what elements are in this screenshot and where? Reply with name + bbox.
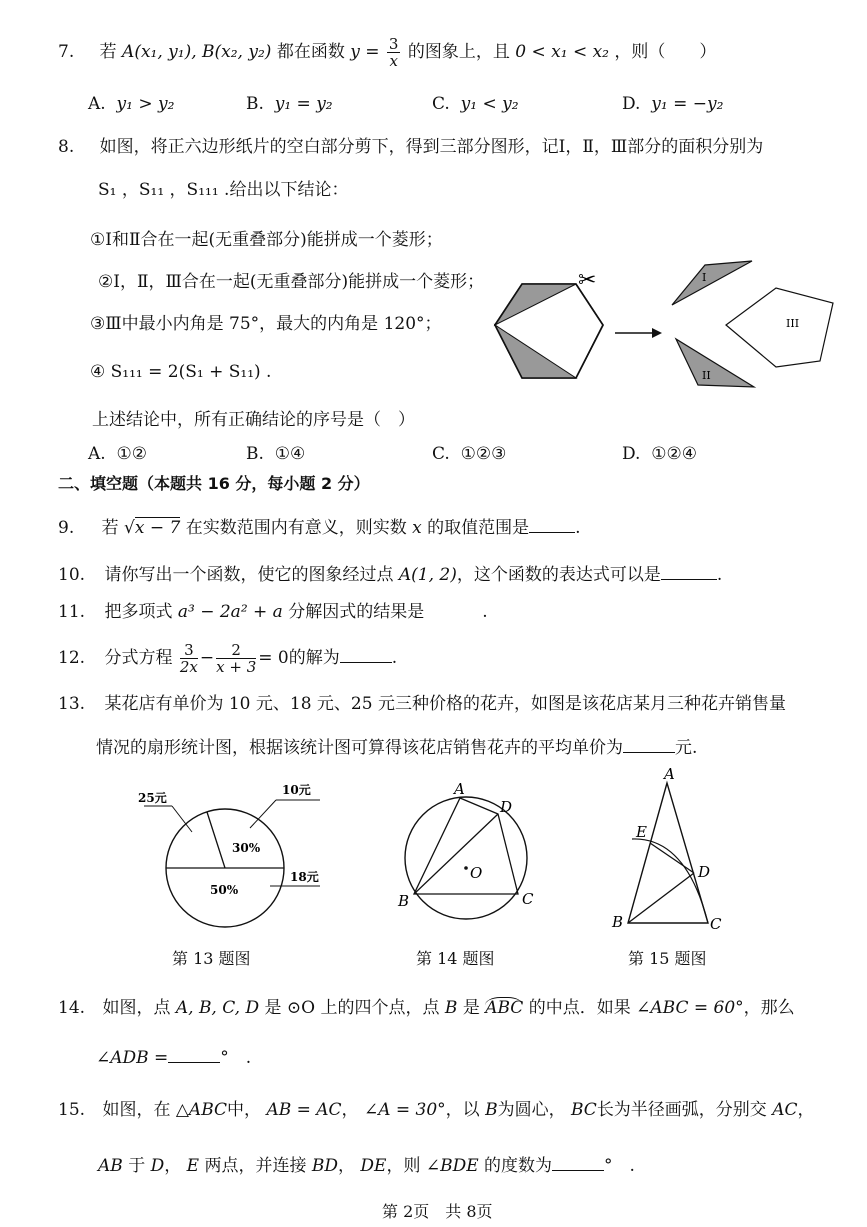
label-30-percent: 30% [232, 841, 261, 855]
q7-fraction: $\frac{3}{x}$ [388, 35, 399, 70]
q8-conclusion-1: ①Ⅰ和Ⅱ合在一起(无重叠部分)能拼成一个菱形； [90, 230, 443, 250]
q8-question: 上述结论中，所有正确结论的序号是（ ） [92, 410, 415, 430]
label-I: I [702, 271, 707, 284]
answer-blank[interactable] [340, 648, 392, 663]
answer-blank[interactable] [552, 1156, 604, 1171]
label-III: III [786, 317, 800, 330]
question-number: 9. [58, 518, 75, 538]
question-number: 14. [58, 998, 86, 1018]
q7-text: 的图象上，且 [407, 42, 510, 62]
question-number: 13. [58, 694, 86, 714]
point-A: A [664, 765, 675, 783]
question-11: 11. 把多项式 a³ − 2a² + a 分解因式的结果是 . [58, 602, 488, 622]
q8-option-b: B. ①④ [246, 444, 306, 464]
figure-caption: 第 15 题图 [628, 949, 707, 968]
point-C: C [522, 890, 534, 908]
q8-conclusion-3: ③Ⅲ中最小内角是 75°，最大的内角是 120°； [90, 314, 442, 334]
arc-ABC: ABC [485, 998, 524, 1018]
label-50-percent: 50% [210, 883, 239, 897]
q8-line1: 如图，将正六边形纸片的空白部分剪下，得到三部分图形，记Ⅰ，Ⅱ，Ⅲ部分的面积分别为 [99, 137, 764, 157]
q8-line2: S₁ ，S₁₁ ，S₁₁₁ .给出以下结论： [98, 180, 349, 200]
question-14: 14. 如图，点 A, B, C, D 是 ⊙O 上的四个点，点 B 是 ABC 的中点．如果 ∠ABC = 60°，那么 [58, 998, 795, 1018]
answer-blank[interactable] [661, 565, 717, 580]
question-number: 10. [58, 565, 86, 585]
point-A: A [454, 780, 465, 798]
q8-conclusion-2: ②Ⅰ，Ⅱ，Ⅲ合在一起(无重叠部分)能拼成一个菱形； [98, 272, 485, 292]
figure-caption: 第 13 题图 [172, 949, 251, 968]
question-number: 15. [58, 1100, 86, 1120]
q8-option-d: D. ①②④ [622, 444, 697, 464]
q8-option-c: C. ①②③ [432, 444, 507, 464]
q7-option-c: C. y₁ < y₂ [432, 94, 519, 114]
scissors-icon: ✂ [578, 268, 597, 293]
question-12: 12. 分式方程 $\frac{3}{2x}$ − $\frac{2}{x + 3}$ = 0的解为 . [58, 641, 398, 676]
q7-points: A(x₁, y₁), B(x₂, y₂) [122, 42, 272, 62]
piece-I [672, 261, 752, 305]
section-title: 二、填空题（本题共 16 分，每小题 2 分） [58, 474, 370, 493]
label-10-yuan: 10元 [282, 783, 311, 797]
q13-line2: 情况的扇形统计图，根据该统计图可算得该花店销售花卉的平均单价为 元. [96, 738, 698, 758]
answer-blank[interactable] [529, 518, 575, 533]
question-13: 13. 某花店有单价为 10 元、18 元、25 元三种价格的花卉，如图是该花店某月三种花卉销售量 [58, 694, 786, 714]
point-E: E [636, 823, 647, 841]
answer-blank[interactable] [623, 738, 675, 753]
question-8 [58, 135, 763, 159]
question-number: 7. [58, 42, 75, 62]
hexagon-figure [490, 255, 840, 395]
point-C: C [710, 915, 722, 933]
q14-line2: ∠ADB = ° . [96, 1048, 252, 1068]
piece-II [676, 339, 754, 387]
q7-text: 若 [99, 42, 117, 62]
q8-option-a: A. ①② [88, 444, 147, 464]
q8-conclusion-4: ④ S₁₁₁ = 2(S₁ + S₁₁) . [90, 362, 272, 382]
piece-III [726, 288, 833, 367]
question-7 [58, 36, 716, 69]
question-number: 11. [58, 602, 86, 622]
q7-option-a: A. y₁ > y₂ [88, 94, 175, 114]
point-O: O [470, 864, 483, 882]
label-18-yuan: 18元 [290, 870, 319, 884]
point-D: D [698, 863, 711, 881]
question-number: 8. [58, 137, 75, 157]
answer-blank[interactable] [168, 1048, 220, 1063]
question-number: 12. [58, 648, 86, 668]
label-25-yuan: 25元 [138, 791, 167, 805]
triangle-figure [604, 765, 734, 945]
circle-figure [390, 780, 550, 920]
q7-text: ，则（ ） [614, 42, 717, 62]
question-15: 15. 如图，在 △ABC中， AB = AC， ∠A = 30°，以 B为圆心， BC长为半径画弧，分别交 AC， [58, 1100, 815, 1120]
q7-option-b: B. y₁ = y₂ [246, 94, 333, 114]
point-D: D [500, 798, 513, 816]
page-footer: 第 2页 共 8页 [382, 1202, 493, 1221]
q15-line2: AB 于 D， E 两点，并连接 BD， DE，则 ∠BDE 的度数为 ° . [98, 1156, 635, 1176]
pie-chart-figure [130, 770, 340, 930]
point-B: B [612, 913, 624, 931]
figure-caption: 第 14 题图 [416, 949, 495, 968]
point-B: B [398, 892, 410, 910]
q7-func: y = [350, 42, 380, 62]
question-10: 10. 请你写出一个函数，使它的图象经过点 A(1, 2)，这个函数的表达式可以是 . [58, 565, 723, 585]
label-II: II [702, 369, 711, 382]
question-9: 9. 若 √x − 7 在实数范围内有意义，则实数 x 的取值范围是 . [58, 518, 581, 538]
q7-text: 都在函数 [276, 42, 345, 62]
sqrt-expression: √x − 7 [124, 518, 181, 538]
q7-condition: 0 < x₁ < x₂ [515, 42, 609, 62]
q7-option-d: D. y₁ = −y₂ [622, 94, 724, 114]
